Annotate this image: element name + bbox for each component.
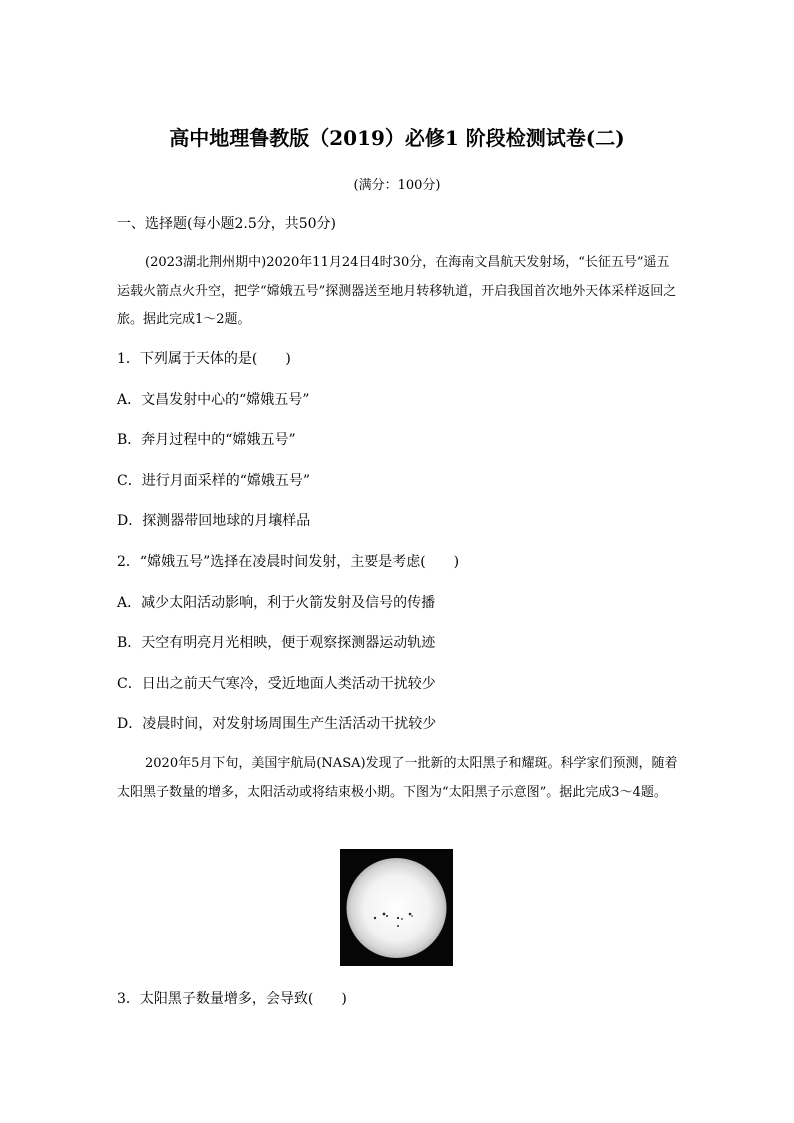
sun-image xyxy=(340,849,453,966)
sunspot xyxy=(397,917,399,919)
passage-2 xyxy=(117,750,679,807)
passage-1-text: (2023湖北荆州期中)2020年11月24日4时30分，在海南文昌航天发射场，“长征五号”遥五运载火箭点火升空，把学“嫦娥五号”探测器送至地月转移轨道，开启我国首次地外天体采样返回之旅。据此完成1～2题。 xyxy=(117,255,677,327)
question-2-option-c: C．日出之前天气寒冷，受近地面人类活动干扰较少 xyxy=(117,676,436,692)
question-2-option-a: A．减少太阳活动影响，利于火箭发射及信号的传播 xyxy=(117,595,436,611)
question-2-option-b: B．天空有明亮月光相映，便于观察探测器运动轨迹 xyxy=(117,635,436,651)
sunspot xyxy=(401,918,403,920)
sunspot xyxy=(411,915,413,917)
passage-2-text: 2020年5月下旬，美国宇航局(NASA)发现了一批新的太阳黑子和耀斑。科学家们预测，随着太阳黑子数量的增多，太阳活动或将结束极小期。下图为“太阳黑子示意图”。据此完成3～4题。 xyxy=(117,756,678,800)
question-3-stem: 3．太阳黑子数量增多，会导致( ) xyxy=(117,991,347,1007)
sunspot xyxy=(386,915,388,917)
question-2-option-d: D．凌晨时间，对发射场周围生产生活活动干扰较少 xyxy=(117,716,437,732)
question-2-stem: 2．“嫦娥五号”选择在凌晨时间发射，主要是考虑( ) xyxy=(117,554,460,570)
question-1-option-a: A．文昌发射中心的“嫦娥五号” xyxy=(117,392,310,408)
solar-disk xyxy=(347,858,447,958)
question-1-option-b: B．奔月过程中的“嫦娥五号” xyxy=(117,432,296,448)
sunspot xyxy=(374,917,376,919)
full-score-note: (满分：100分) xyxy=(353,178,441,193)
question-1-stem: 1．下列属于天体的是( ) xyxy=(117,351,291,367)
question-1-option-c: C．进行月面采样的“嫦娥五号” xyxy=(117,473,311,489)
page-title: 高中地理鲁教版（2019）必修1 阶段检测试卷(二) xyxy=(169,126,625,150)
section-heading: 一、选择题(每小题2.5分，共50分) xyxy=(117,216,337,232)
sunspot-figure xyxy=(340,849,453,966)
sunspot xyxy=(397,925,399,927)
passage-1 xyxy=(117,249,679,335)
question-1-option-d: D．探测器带回地球的月壤样品 xyxy=(117,513,311,529)
sunspot xyxy=(383,913,386,916)
sunspot xyxy=(409,913,412,916)
